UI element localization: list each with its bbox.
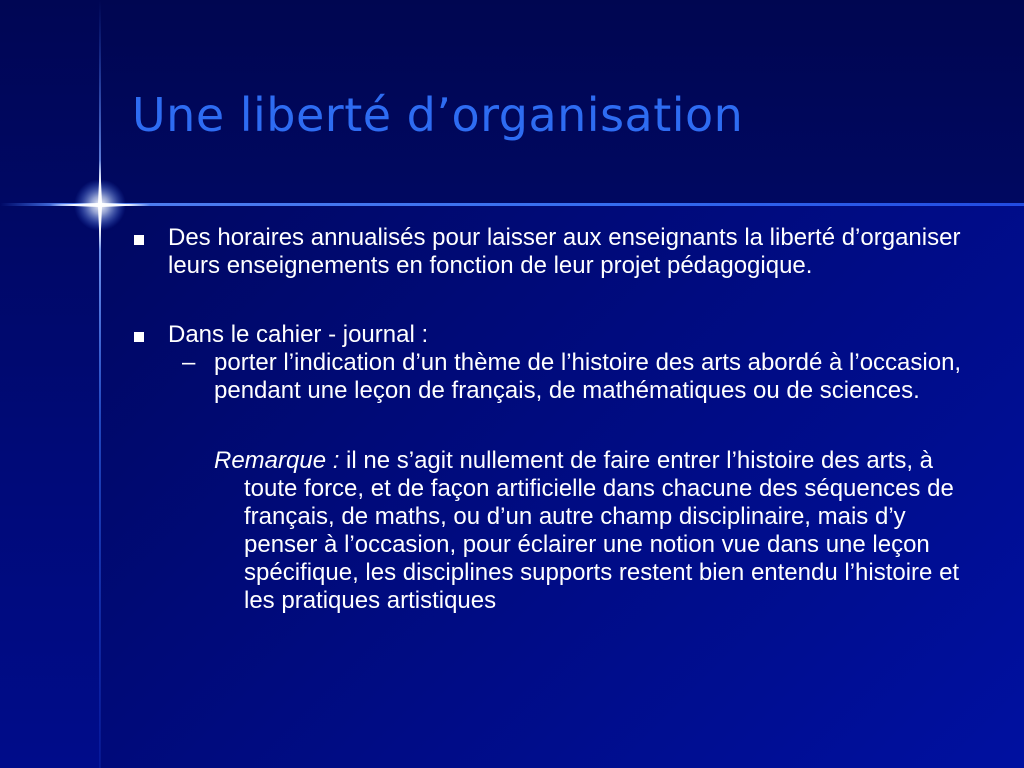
slide-body (130, 224, 964, 615)
vertical-accent-line (99, 0, 101, 768)
horizontal-accent-line (0, 203, 1024, 206)
dash-marker: – (182, 349, 196, 376)
bullet-item-cahier-journal (130, 321, 964, 349)
sub-item-porter-indication (182, 349, 964, 405)
remarque-paragraph (214, 447, 964, 615)
square-bullet-icon (134, 235, 144, 245)
remarque-text: il ne s’agit nullement de faire entrer l’histoire des arts, à toute force, et de façon artificielle dans chacune des séquences de français, de maths, ou d’un autre champ disciplinaire, mais d’y penser à l’occasion, pour éclairer une notion vue dans une leçon spécifique, les disciplines supports restent bien entendu l’histoire et les pratiques artistiques (244, 447, 960, 614)
remarque-label: Remarque : (214, 447, 340, 474)
bullet-item-horaires (130, 224, 964, 280)
bullet-text: Des horaires annualisés pour laisser aux enseignants la liberté d’organiser leurs enseignements en fonction de leur projet pédagogique. (168, 224, 961, 279)
bullet-text: Dans le cahier - journal : (168, 321, 429, 348)
sub-item-text: porter l’indication d’un thème de l’histoire des arts abordé à l’occasion, pendant une leçon de français, de mathématiques ou de sciences. (214, 349, 962, 404)
square-bullet-icon (134, 332, 144, 342)
slide-title: Une liberté d’organisation (132, 88, 744, 142)
